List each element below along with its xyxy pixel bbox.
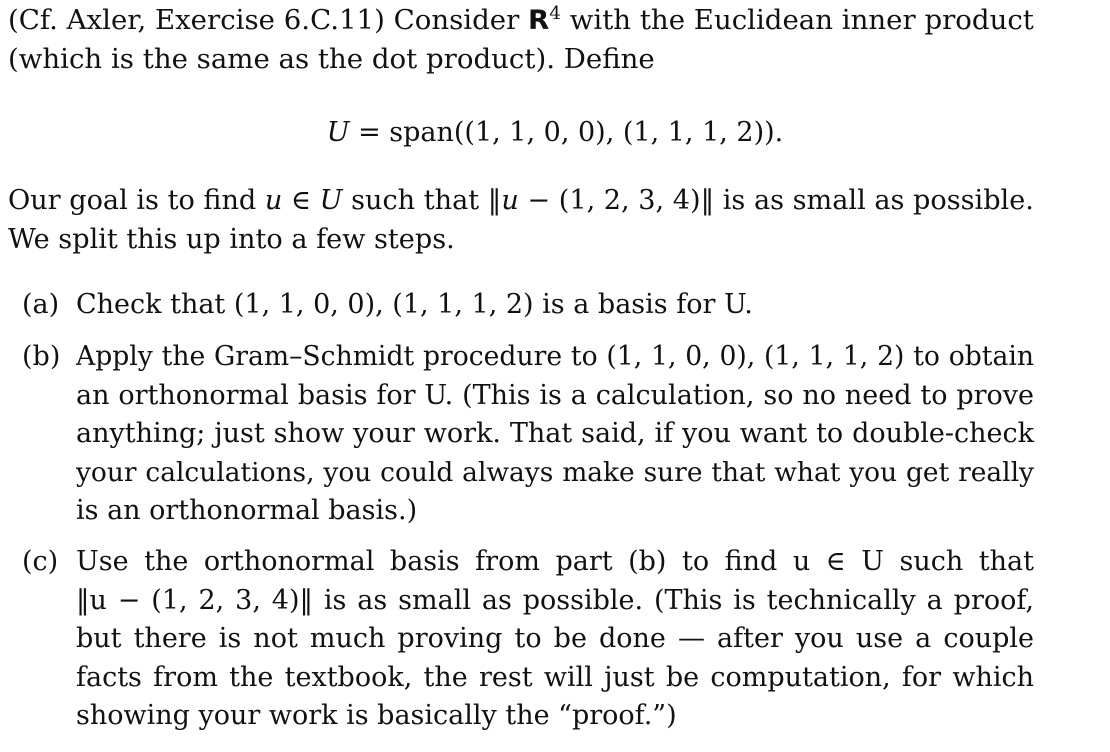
goal-line-2 xyxy=(8,223,455,257)
goal-line-1 xyxy=(8,184,1034,218)
part-b-text xyxy=(76,338,1034,531)
intro-text-2: (which is the same as the dot product). Define xyxy=(8,44,655,75)
element-of: ∈ xyxy=(282,185,320,216)
part-a-line: Check that (1, 1, 0, 0), (1, 1, 1, 2) is a basis for U. xyxy=(76,289,753,320)
part-b-line: is an orthonormal basis.) xyxy=(76,495,418,527)
part-c-label: (c) xyxy=(22,546,59,577)
part-c-line: showing your work is basically the “proof.”) xyxy=(76,700,677,732)
part-b-label: (b) xyxy=(22,341,61,372)
goal-text-2: We split this up into a few steps. xyxy=(8,224,455,255)
var-u: u xyxy=(264,185,283,216)
intro-text: (Cf. Axler, Exercise 6.C.11) Consider xyxy=(8,5,529,36)
dimension-exponent: 4 xyxy=(549,3,561,24)
goal-text: Our goal is to find xyxy=(8,185,265,216)
part-c-line: Use the orthonormal basis from part (b) to find u ∈ U such that xyxy=(76,546,1034,577)
intro-line-2 xyxy=(8,43,655,77)
part-c-line: but there is not much proving to be done — after you use a couple xyxy=(76,623,1034,655)
part-b-line: Apply the Gram–Schmidt procedure to (1, 1, 0, 0), (1, 1, 1, 2) to obtain xyxy=(76,341,1034,372)
part-a-text xyxy=(76,286,1034,325)
var-u-2: u xyxy=(501,185,519,216)
part-c-line: ‖u − (1, 2, 3, 4)‖ is as small as possible. (This is technically a proof, xyxy=(76,584,1034,616)
part-a-label: (a) xyxy=(22,289,60,320)
part-b-line: your calculations, you could always make sure that what you get really xyxy=(76,456,1034,488)
var-U: U xyxy=(319,185,343,216)
subspace-symbol: U xyxy=(326,117,350,148)
part-c-line: facts from the textbook, the rest will just be computation, for which xyxy=(76,661,1034,693)
display-equation xyxy=(0,116,1110,150)
span-expression: = span((1, 1, 0, 0), (1, 1, 1, 2)). xyxy=(349,117,784,148)
goal-text-b: such that ‖ xyxy=(342,185,502,216)
goal-text-c: − (1, 2, 3, 4)‖ is as small as possible. xyxy=(518,185,1034,216)
intro-line-1 xyxy=(8,4,1034,38)
intro-text-cont: with the Euclidean inner product xyxy=(560,5,1034,36)
real-numbers-symbol: R xyxy=(528,5,550,36)
part-b-line: anything; just show your work. That said, if you want to double-check xyxy=(76,418,1034,450)
part-c-text xyxy=(76,543,1034,736)
part-b-line: an orthonormal basis for U. (This is a calculation, so no need to prove xyxy=(76,379,1034,411)
